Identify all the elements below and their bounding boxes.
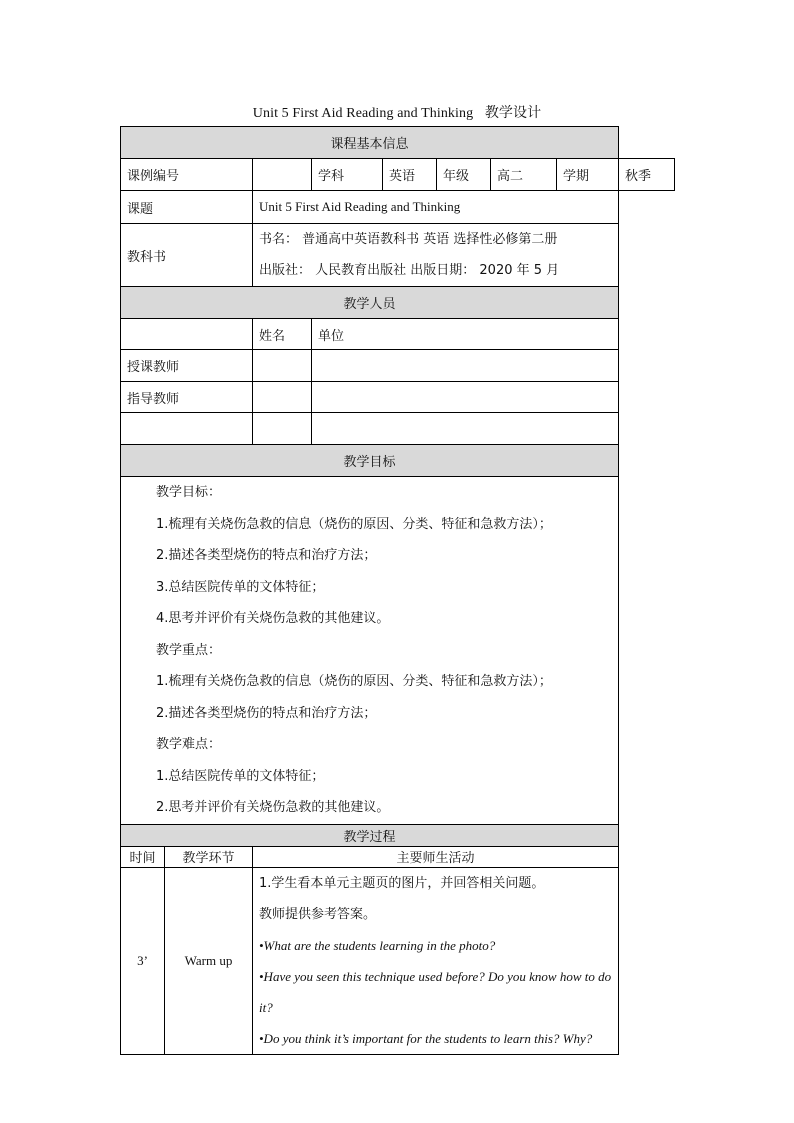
- question-item: •Do you think it’s important for the students to learn this? Why?: [259, 1030, 593, 1046]
- process-col-time: 时间: [121, 846, 165, 867]
- staff-name-cell: [253, 382, 312, 413]
- goals-row: [121, 477, 675, 825]
- goal-item: 2.描述各类型烧伤的特点和治疗方法；: [156, 548, 377, 563]
- activity-item: 教师提供参考答案。: [259, 906, 377, 922]
- difficulty-item: 1.总结医院传单的文体特征；: [156, 768, 325, 784]
- staff-unit-cell: [312, 413, 619, 445]
- cell-grade-label: 年级: [437, 159, 491, 191]
- goal-item: 3.总结医院传单的文体特征；: [156, 579, 325, 595]
- staff-row: [121, 350, 675, 382]
- activity-item: 1.学生看本单元主题页的图片，并回答相关问题。: [259, 875, 545, 891]
- topic-row: [121, 191, 675, 224]
- cell-subject-value: 英语: [383, 159, 437, 191]
- cell-topic-label: 课题: [121, 191, 253, 224]
- difficulties-heading: 教学难点：: [156, 737, 222, 752]
- cell-topic-value: Unit 5 First Aid Reading and Thinking: [253, 191, 619, 224]
- goals-cell: [121, 477, 619, 825]
- basic-info-row: [121, 159, 675, 191]
- process-header-row: [121, 846, 675, 867]
- goals-heading: 教学目标：: [156, 485, 222, 500]
- staff-name-cell: [253, 350, 312, 382]
- cell-textbook-label: 教科书: [121, 224, 253, 287]
- section-header-process: 教学过程: [121, 824, 619, 846]
- cell-case-number-label: 课例编号: [121, 159, 253, 191]
- section-header-staff: 教学人员: [121, 287, 619, 319]
- process-row: [121, 867, 675, 1054]
- staff-empty-cell: [121, 319, 253, 350]
- cell-term-label: 学期: [557, 159, 619, 191]
- cell-grade-value: 高二: [491, 159, 557, 191]
- section-header-basic: 课程基本信息: [121, 127, 619, 159]
- process-activities-cell: [253, 867, 619, 1054]
- section-header-goals: 教学目标: [121, 445, 619, 477]
- difficulty-item: 2.思考并评价有关烧伤急救的其他建议。: [156, 800, 390, 815]
- key-point-item: 1.梳理有关烧伤急救的信息（烧伤的原因、分类、特征和急救方法）；: [156, 674, 552, 689]
- cell-term-value: 秋季: [619, 159, 675, 191]
- goal-item: 4.思考并评价有关烧伤急救的其他建议。: [156, 611, 390, 626]
- lesson-plan-table: [120, 126, 675, 1055]
- textbook-row: [121, 224, 675, 287]
- staff-col-name: 姓名: [253, 319, 312, 350]
- staff-header-row: [121, 319, 675, 350]
- document-title: [0, 102, 794, 122]
- staff-row: [121, 413, 675, 445]
- key-point-item: 2.描述各类型烧伤的特点和治疗方法；: [156, 705, 377, 721]
- staff-role-empty: [121, 413, 253, 445]
- process-col-stage: 教学环节: [165, 846, 253, 867]
- cell-textbook-value: [253, 224, 619, 287]
- staff-unit-cell: [312, 350, 619, 382]
- cell-subject-label: 学科: [312, 159, 383, 191]
- textbook-publisher-line: 出版社： 人民教育出版社 出版日期： 2020 年 5 月: [259, 263, 560, 278]
- staff-unit-cell: [312, 382, 619, 413]
- textbook-title-line: 书名： 普通高中英语教科书 英语 选择性必修第二册: [259, 232, 558, 247]
- process-col-activities: 主要师生活动: [253, 846, 619, 867]
- process-stage-cell: Warm up: [165, 867, 253, 1054]
- question-item: •Have you seen this technique used before? Do you know how to do it?: [259, 968, 612, 1015]
- title-chinese: 教学设计: [484, 105, 542, 121]
- staff-role-teacher: 授课教师: [121, 350, 253, 382]
- staff-name-cell: [253, 413, 312, 445]
- goal-item: 1.梳理有关烧伤急救的信息（烧伤的原因、分类、特征和急救方法）；: [156, 516, 552, 532]
- process-time-cell: 3’: [121, 867, 165, 1054]
- key-points-heading: 教学重点：: [156, 642, 222, 658]
- title-english: Unit 5 First Aid Reading and Thinking: [252, 106, 474, 121]
- staff-col-unit: 单位: [312, 319, 619, 350]
- question-item: •What are the students learning in the photo?: [259, 937, 496, 953]
- cell-case-number-value: [253, 159, 312, 191]
- staff-row: [121, 382, 675, 413]
- staff-role-advisor: 指导教师: [121, 382, 253, 413]
